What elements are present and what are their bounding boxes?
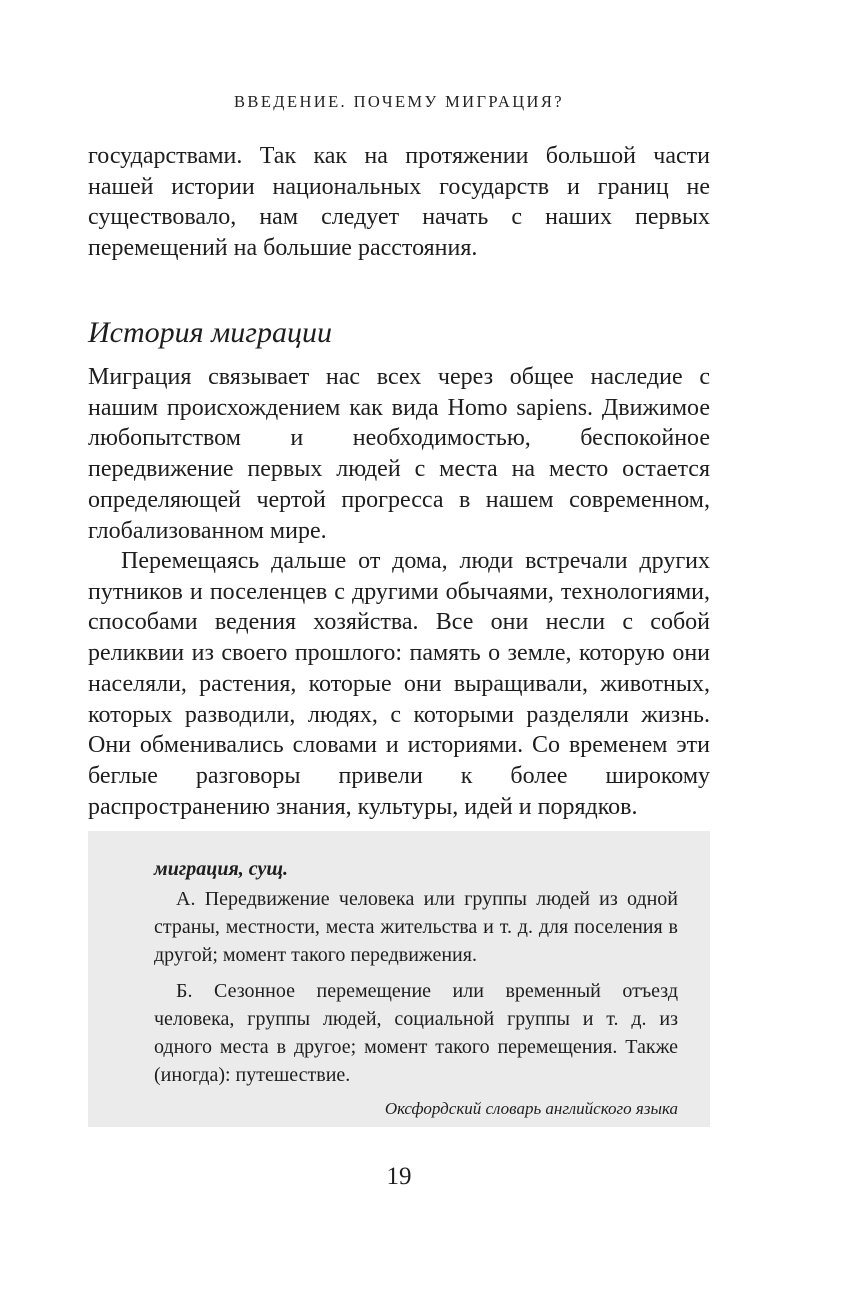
page-number: 19 [386, 1163, 412, 1190]
definition-term: миграция, сущ. [154, 858, 289, 880]
running-head: ВВЕДЕНИЕ. ПОЧЕМУ МИГРАЦИЯ? [234, 92, 564, 111]
definition-content [154, 855, 678, 1121]
definition-box [88, 831, 710, 1127]
paragraph-body: Перемещаясь дальше от дома, люди встречали других путников и поселенцев с другими обычаями, технологиями, способами ведения хозяйства. Все они несли с собой реликвии из своего прошлого: память о земле, которую они населяли, растения, которые они выращивали, животных, которых разводили, людях, с которыми разделяли жизнь. Они обменивались словами и историями. Со временем эти беглые разговоры привели к более широкому распространению знания, культуры, идей и порядков. [88, 548, 710, 820]
definition-source: Оксфордский словарь английского языка [384, 1099, 678, 1118]
section-heading: История миграции [88, 316, 332, 349]
paragraph-intro: Миграция связывает нас всех через общее наследие с нашим происхождением как вида Homo sapiens. Движимое любопытством и необходимостью, беспокойное передвижение первых людей с места на место остается определяющей чертой прогресса в нашем современном, глобализованном мире. [88, 364, 710, 544]
paragraph-continuation: государствами. Так как на протяжении большой части нашей истории национальных государств и границ не существовало, нам следует начать с наших первых перемещений на большие расстояния. [88, 143, 710, 262]
definition-entry-b: Б. Сезонное перемещение или временный отъезд человека, группы людей, социальной группы и т. д. из одного места в другое; момент такого перемещения. Также (иногда): путешествие. [154, 980, 678, 1086]
definition-entry-a: А. Передвижение человека или группы людей из одной страны, местности, места жительства и т. д. для поселения в другой; момент такого передвижения. [154, 888, 678, 966]
